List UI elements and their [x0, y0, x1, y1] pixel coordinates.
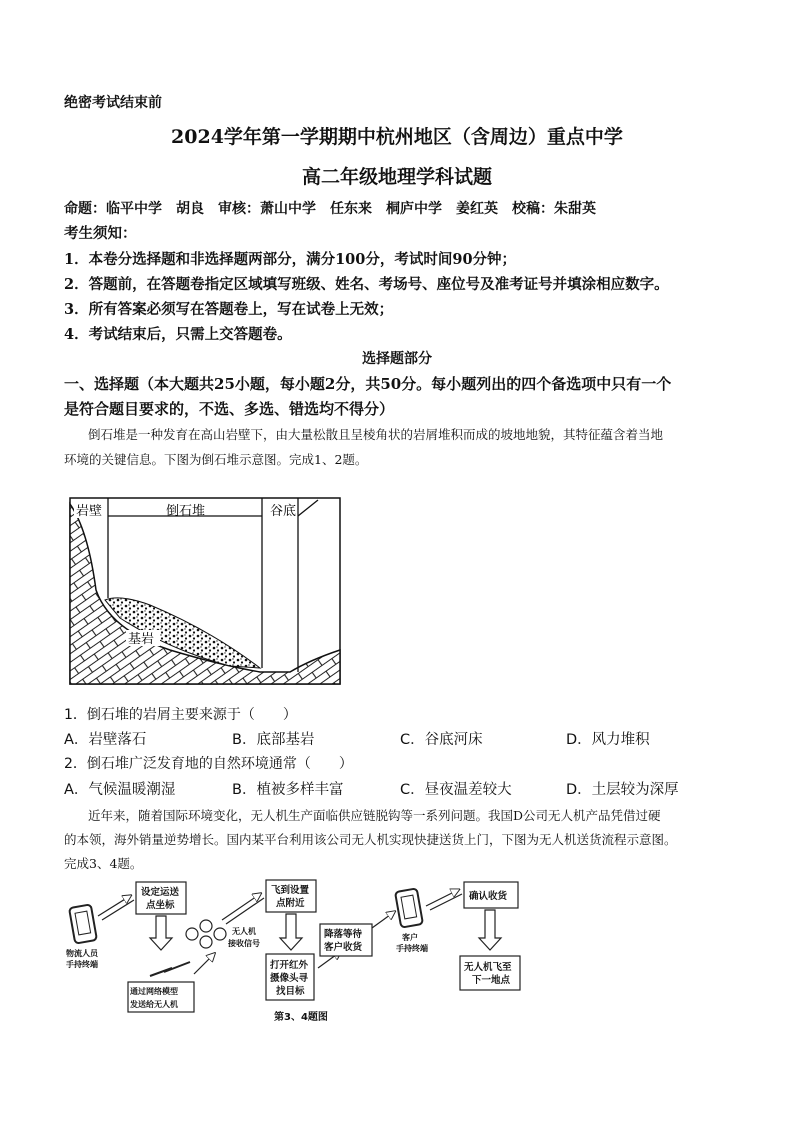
svg-text:打开红外: 打开红外 [270, 960, 309, 971]
passage-text: 环境的关键信息。下图为倒石堆示意图。完成1、2题。 [64, 452, 368, 467]
drone-icon [186, 920, 226, 948]
passage-text: 完成3、4题。 [64, 856, 143, 871]
svg-text:设定运送: 设定运送 [141, 887, 180, 898]
svg-text:点坐标: 点坐标 [146, 900, 175, 911]
question-stem: 2．倒石堆广泛发育地的自然环境通常（ ） [64, 756, 353, 772]
exam-title: 2024学年第一学期期中杭州地区（含周边）重点中学 [171, 126, 623, 148]
notice-heading: 考生须知： [64, 225, 137, 242]
passage-text: 倒石堆是一种发育在高山岩壁下，由大量松散且呈棱角状的岩屑堆积而成的坡地地貌，其特征蕴含着当地 [88, 427, 664, 442]
svg-text:无人机: 无人机 [232, 927, 256, 936]
option-c[interactable]: C．谷底河床 [400, 732, 483, 748]
option-a[interactable]: A．气候温暖潮湿 [64, 782, 176, 798]
passage-text: 的本领，海外销量逆势增长。国内某平台利用该公司无人机实现快捷送货上门，下图为无人机送货流程示意图。 [64, 832, 677, 847]
talus-label: 倒石堆 [166, 504, 206, 519]
svg-text:接收信号: 接收信号 [228, 939, 260, 948]
phone1-label: 物流人员 [66, 949, 98, 958]
svg-text:客户: 客户 [402, 933, 418, 942]
notice-item: 3．所有答案必须写在答题卷上，写在试卷上无效； [64, 301, 394, 318]
notice-item: 4．考试结束后，只需上交答题卷。 [64, 326, 292, 343]
option-b[interactable]: B．植被多样丰富 [232, 782, 344, 798]
notice-item: 2．答题前，在答题卷指定区域填写班级、姓名、考场号、座位号及准考证号并填涂相应数字。 [64, 276, 669, 293]
section-instruction: 是符合题目要求的，不选、多选、错选均不得分） [64, 400, 395, 418]
option-b[interactable]: B．底部基岩 [232, 732, 315, 748]
valley-label: 谷底 [270, 504, 297, 519]
phone-icon [395, 888, 423, 927]
signal-icon [150, 962, 190, 976]
secret-label: 绝密考试结束前 [64, 95, 162, 111]
question-stem: 1．倒石堆的岩屑主要来源于（ ） [64, 707, 297, 723]
cliff-label: 岩壁 [76, 504, 103, 519]
svg-text:发送给无人机: 发送给无人机 [130, 1000, 178, 1009]
option-a[interactable]: A．岩壁落石 [64, 732, 147, 748]
svg-text:摄像头寻: 摄像头寻 [270, 973, 309, 984]
svg-text:通过网络模型: 通过网络模型 [130, 987, 178, 996]
svg-text:飞到设置: 飞到设置 [271, 885, 310, 896]
option-d[interactable]: D．风力堆积 [566, 732, 650, 748]
svg-text:点附近: 点附近 [276, 898, 305, 909]
option-c[interactable]: C．昼夜温差较大 [400, 782, 512, 798]
notice-item: 1．本卷分选择题和非选择题两部分，满分100分，考试时间90分钟； [64, 251, 517, 268]
authors-line: 命题：临平中学 胡良 审核：萧山中学 任东来 桐庐中学 姜红英 校稿：朱甜英 [64, 201, 596, 217]
svg-text:下一地点: 下一地点 [472, 975, 511, 986]
phone1-label: 手持终端 [66, 960, 98, 969]
section-title: 选择题部分 [362, 351, 432, 367]
section-instruction: 一、选择题（本大题共25小题，每小题2分，共50分。每小题列出的四个备选项中只有一个 [64, 375, 672, 393]
svg-text:降落等待: 降落等待 [324, 929, 363, 940]
svg-text:无人机飞至: 无人机飞至 [464, 962, 512, 973]
svg-text:客户收货: 客户收货 [324, 942, 363, 953]
svg-text:找目标: 找目标 [276, 986, 305, 997]
option-d[interactable]: D．土层较为深厚 [566, 782, 679, 798]
figure-caption: 第3、4题图 [274, 1012, 328, 1023]
passage-text: 近年来，随着国际环境变化，无人机生产面临供应链脱钩等一系列问题。我国D公司无人机产品凭借过硬 [88, 808, 661, 823]
exam-subtitle: 高二年级地理学科试题 [301, 166, 492, 188]
phone-icon [69, 904, 97, 943]
svg-text:确认收货: 确认收货 [469, 891, 508, 902]
drone-flow-diagram [64, 876, 534, 1023]
talus-diagram [60, 490, 350, 690]
bedrock-label: 基岩 [128, 632, 155, 647]
svg-text:手持终端: 手持终端 [396, 944, 428, 953]
